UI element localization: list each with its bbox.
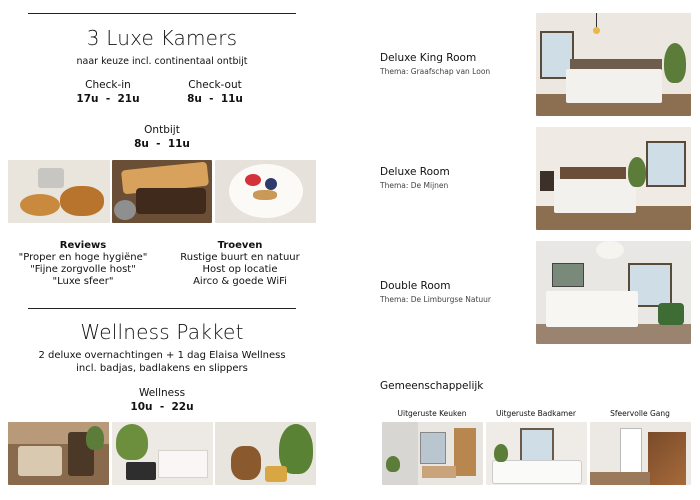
troeven-line-1: Rustige buurt en natuur	[180, 252, 300, 263]
room-name-1: Deluxe King Room	[380, 52, 477, 64]
room-name-3: Double Room	[380, 280, 451, 292]
deluxe-king-room-photo	[536, 13, 691, 116]
shared-title: Gemeenschappelijk	[380, 380, 484, 392]
shared-caption-2: Uitgeruste Badkamer	[496, 409, 576, 418]
room-theme-3: Thema: De Limburgse Natuur	[380, 295, 491, 304]
review-line-1: "Proper en hoge hygiëne"	[18, 252, 148, 263]
kitchen-photo	[382, 422, 483, 485]
shared-caption-1: Uitgeruste Keuken	[397, 409, 467, 418]
troeven-title: Troeven	[217, 240, 263, 251]
top-rule	[28, 13, 296, 14]
croissants-photo	[8, 160, 110, 223]
troeven-line-2: Host op locatie	[202, 264, 278, 275]
checkin-value: 17u - 21u	[76, 93, 140, 105]
room-theme-2: Thema: De Mijnen	[380, 181, 449, 190]
sauna-photo	[8, 422, 109, 485]
room-name-2: Deluxe Room	[380, 166, 450, 178]
troeven-line-3: Airco & goede WiFi	[193, 276, 287, 287]
breakfast-value: 8u - 11u	[134, 138, 190, 150]
room-theme-1: Thema: Graafschap van Loon	[380, 67, 491, 76]
lounge-photo	[215, 422, 316, 485]
bread-photo	[112, 160, 212, 223]
review-line-2: "Fijne zorgvolle host"	[30, 264, 136, 275]
review-line-3: "Luxe sfeer"	[52, 276, 114, 287]
wellness-line-1: 2 deluxe overnachtingen + 1 dag Elaisa Wellness	[38, 350, 286, 361]
double-room-photo	[536, 241, 691, 344]
shared-caption-3: Sfeervolle Gang	[610, 409, 670, 418]
yoghurt-bowl-photo	[215, 160, 316, 223]
wellness-hours-value: 10u - 22u	[130, 401, 194, 413]
checkout-label: Check-out	[188, 79, 242, 91]
wellness-hours-label: Wellness	[138, 387, 186, 399]
rooms-subtitle: naar keuze incl. continentaal ontbijt	[76, 56, 248, 67]
checkout-value: 8u - 11u	[187, 93, 243, 105]
towels-photo	[112, 422, 213, 485]
checkin-label: Check-in	[85, 79, 131, 91]
reviews-title: Reviews	[59, 240, 107, 251]
wellness-line-2: incl. badjas, badlakens en slippers	[76, 363, 248, 374]
middle-rule	[28, 308, 296, 309]
rooms-title: 3 Luxe Kamers	[86, 26, 238, 50]
wellness-title: Wellness Pakket	[80, 320, 244, 344]
deluxe-room-photo	[536, 127, 691, 230]
breakfast-label: Ontbijt	[144, 124, 180, 136]
hallway-photo	[590, 422, 691, 485]
bathroom-photo	[486, 422, 587, 485]
